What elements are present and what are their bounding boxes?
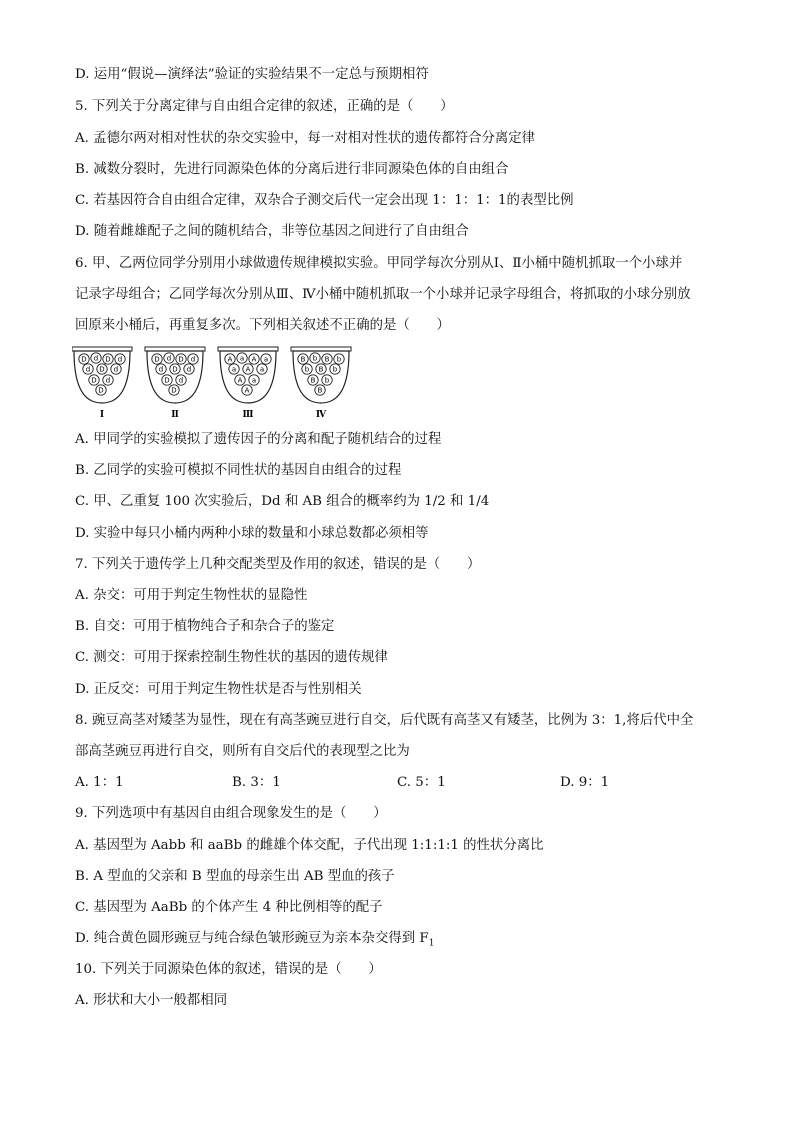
q5-c-line: C. 若基因符合自由组合定律，双杂合子测交后代一定会出现 1：1：1：1的表型比例	[75, 193, 574, 208]
q7-stem-line: 7. 下列关于遗传学上几种交配类型及作用的叙述，错误的是（ ）	[75, 557, 481, 572]
ball-label: D	[164, 376, 170, 385]
q5-stem-line: 5. 下列关于分离定律与自由组合定律的叙述，正确的是（ ）	[75, 99, 454, 114]
ball-label: D	[98, 386, 104, 395]
q6-a-line: A. 甲同学的实验模拟了遗传因子的分离和配子随机结合的过程	[75, 432, 442, 447]
ball-label: D	[178, 355, 184, 364]
ball-label: B	[324, 355, 330, 364]
ball-label: d	[85, 365, 91, 374]
ball-label: b	[336, 355, 342, 364]
q9-a-line: A. 基因型为 Aabb 和 aaBb 的雌雄个体交配，子代出现 1:1:1:1 的性状分离比	[75, 838, 544, 853]
q9-stem-line: 9. 下列选项中有基因自由组合现象发生的是（ ）	[75, 806, 387, 821]
q9-d-subscript: 1	[428, 938, 435, 949]
ball-label: a	[231, 365, 237, 374]
ball-label: d	[178, 376, 184, 385]
bucket-label: Ⅱ	[171, 410, 179, 420]
ball-label: D	[105, 355, 111, 364]
ball-label: D	[172, 365, 178, 374]
ball-label: B	[310, 376, 316, 385]
ball-label: A	[251, 355, 257, 364]
bucket-3	[218, 347, 278, 420]
q6-stem-3-line: 回原来小桶后，再重复多次。下列相关叙述不正确的是（ ）	[75, 318, 450, 333]
ball-label: b	[324, 376, 330, 385]
q5-a-line: A. 孟德尔两对相对性状的杂交实验中，每一对相对性状的遗传都符合分离定律	[75, 131, 536, 146]
ball-label: A	[227, 355, 233, 364]
ball-label: D	[99, 365, 105, 374]
q9-c-line: C. 基因型为 AaBb 的个体产生 4 种比例相等的配子	[75, 900, 383, 915]
ball-label: d	[190, 355, 196, 364]
q8-option-d: D. 9：1	[560, 775, 610, 790]
ball-label: D	[91, 376, 97, 385]
q7-c-line: C. 测交：可用于探索控制生物性状的基因的遗传规律	[75, 650, 388, 665]
ball-label: A	[244, 386, 250, 395]
ball-label: b	[332, 365, 338, 374]
q9-option-d	[75, 929, 434, 954]
q6-stem-2-line: 记录字母组合；乙同学每次分别从Ⅲ、Ⅳ小桶中随机抓取一个小球并记录字母组合，将抓取的小球分别放	[75, 287, 691, 302]
q6-d-line: D. 实验中每只小桶内两种小球的数量和小球总数都必须相等	[75, 526, 429, 541]
ball-label: a	[239, 354, 245, 363]
q5-b-line: B. 减数分裂时，先进行同源染色体的分离后进行非同源染色体的自由组合	[75, 162, 509, 177]
ball-label: d	[105, 376, 111, 385]
ball-label: a	[259, 365, 265, 374]
q8-option-a: A. 1：1	[75, 775, 124, 790]
bucket-4	[291, 347, 351, 420]
bucket-rim	[72, 347, 132, 351]
ball-label: d	[166, 354, 172, 363]
ball-label: B	[317, 386, 323, 395]
ball-label: d	[93, 354, 99, 363]
bucket-rim	[291, 347, 351, 351]
ball-label: D	[81, 355, 87, 364]
q10-stem-line: 10. 下列关于同源染色体的叙述，错误的是（ ）	[75, 962, 382, 977]
q6-c-line: C. 甲、乙重复 100 次实验后，Dd 和 AB 组合的概率约为 1/2 和 1/4	[75, 494, 490, 509]
bucket-label: Ⅳ	[315, 410, 327, 420]
ball-label: d	[113, 365, 119, 374]
bucket-rim	[218, 347, 278, 351]
q8-stem-1-line: 8. 豌豆高茎对矮茎为显性，现在有高茎豌豆进行自交，后代既有高茎又有矮茎，比例为 3：1,将后代中全	[75, 713, 694, 728]
q9-d-text: D. 纯合黄色圆形豌豆与纯合绿色皱形豌豆为亲本杂交得到 F	[75, 931, 429, 946]
ball-label: d	[186, 365, 192, 374]
bucket-rim	[145, 347, 205, 351]
q6-stem-1-line: 6. 甲、乙两位同学分别用小球做遗传规律模拟实验。甲同学每次分别从Ⅰ、Ⅱ小桶中随机抓取一个小球并	[75, 256, 683, 271]
q7-a-line: A. 杂交：可用于判定生物性状的显隐性	[75, 588, 308, 603]
ball-label: B	[318, 365, 324, 374]
bucket-label: Ⅲ	[242, 410, 254, 420]
q6-b-line: B. 乙同学的实验可模拟不同性状的基因自由组合的过程	[75, 463, 402, 478]
bucket-1	[72, 347, 132, 420]
q5-d-line: D. 随着雌雄配子之间的随机结合，非等位基因之间进行了自由组合	[75, 224, 469, 239]
ball-label: D	[154, 355, 160, 364]
q9-b-line: B. A 型血的父亲和 B 型血的母亲生出 AB 型血的孩子	[75, 869, 395, 884]
q7-d-line: D. 正反交：可用于判定生物性状是否与性别相关	[75, 682, 362, 697]
q4-d-line: D. 运用“假说—演绎法”验证的实验结果不一定总与预期相符	[75, 67, 429, 82]
ball-label: B	[300, 355, 306, 364]
ball-label: A	[237, 376, 243, 385]
ball-label: b	[312, 354, 318, 363]
q8-option-b: B. 3：1	[232, 775, 281, 790]
bucket-label: Ⅰ	[99, 410, 105, 420]
ball-label: a	[263, 355, 269, 364]
ball-label: a	[251, 376, 257, 385]
ball-label: D	[171, 386, 177, 395]
ball-label: b	[304, 365, 310, 374]
q7-b-line: B. 自交：可用于植物纯合子和杂合子的鉴定	[75, 619, 335, 634]
bucket-2	[145, 347, 205, 420]
bucket-diagram	[72, 345, 362, 423]
q10-a-line: A. 形状和大小一般都相同	[75, 993, 228, 1008]
ball-label: A	[245, 365, 251, 374]
ball-label: d	[158, 365, 164, 374]
ball-label: d	[117, 355, 123, 364]
q8-stem-2-line: 部高茎豌豆再进行自交，则所有自交后代的表现型之比为	[75, 744, 410, 759]
q8-option-c: C. 5：1	[397, 775, 446, 790]
